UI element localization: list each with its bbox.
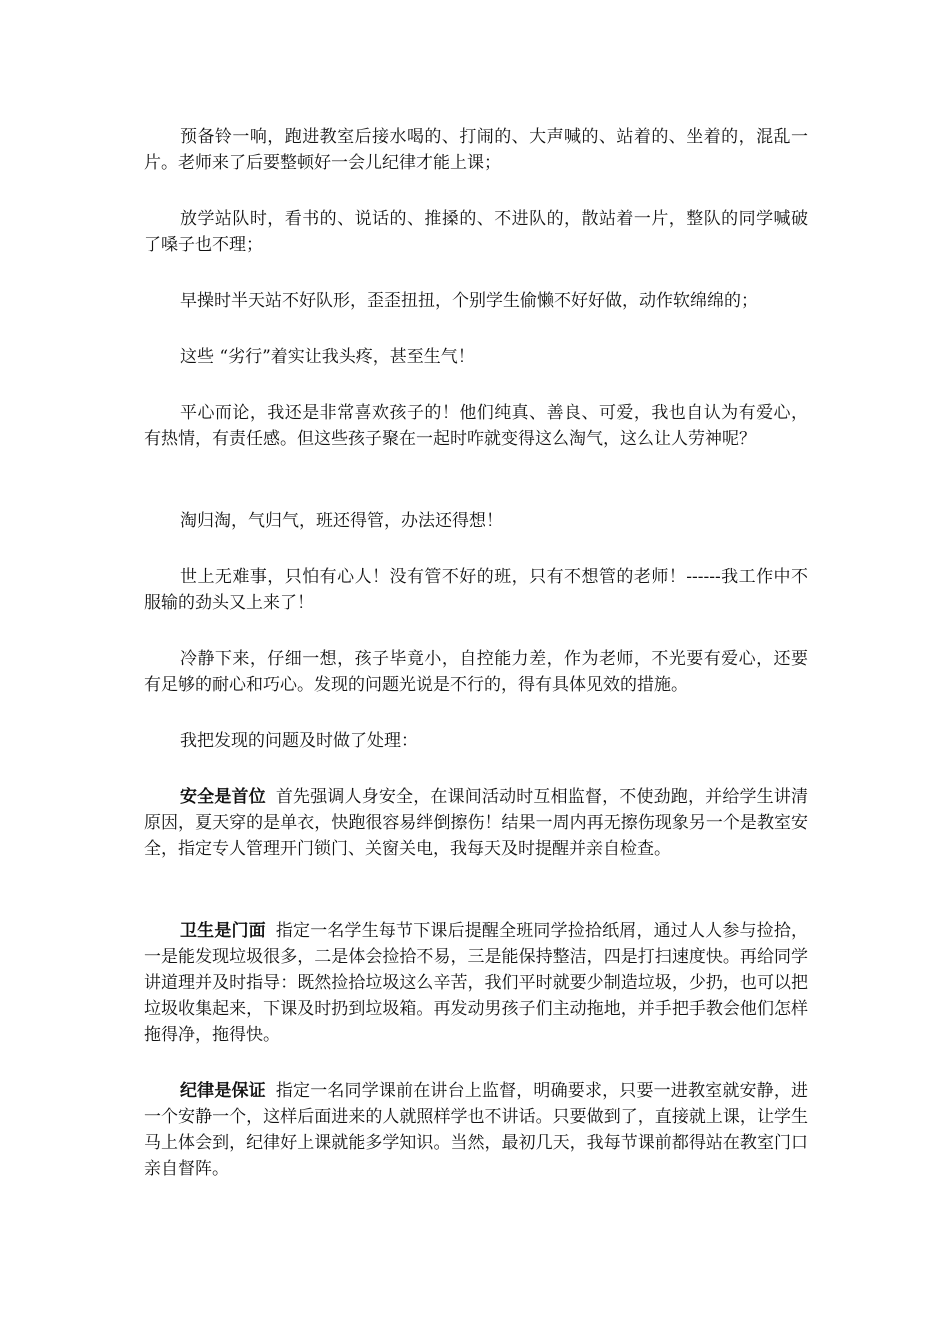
paragraph-text: 预备铃一响，跑进教室后接水喝的、打闹的、大声喊的、站着的、坐着的，混乱一片。老师来了后要整顿好一会儿纪律才能上课；	[144, 127, 808, 173]
paragraph-text: 这些 “劣行”着实让我头疼，甚至生气！	[180, 347, 475, 367]
section-heading-discipline: 纪律是保证	[180, 1081, 266, 1101]
paragraph-text: 世上无难事，只怕有心人！没有管不好的班，只有不想管的老师！------我工作中不服输的劲头又上来了！	[144, 567, 808, 613]
paragraph-text: 我把发现的问题及时做了处理：	[180, 731, 418, 751]
paragraph-text: 指定一名学生每节下课后提醒全班同学捡拾纸屑，通过人人参与捡拾，一是能发现垃圾很多，二是体会捡拾不易，三是能保持整洁，四是打扫速度快。再给同学讲道理并及时指导：既然捡拾垃圾这么辛苦，我们平时就要少制造垃圾，少扔，也可以把垃圾收集起来，下课及时扔到垃圾箱。再发动男孩子们主动拖地，并手把手教会他们怎样拖得净，拖得快。	[144, 921, 809, 1045]
paragraph-text: 平心而论，我还是非常喜欢孩子的！他们纯真、善良、可爱，我也自认为有爱心，有热情，有责任感。但这些孩子聚在一起时咋就变得这么淘气，这么让人劳神呢？	[144, 403, 808, 449]
paragraph-discipline	[144, 1078, 808, 1182]
paragraph-text: 指定一名同学课前在讲台上监督，明确要求，只要一进教室就安静，进一个安静一个，这样后面进来的人就照样学也不讲话。只要做到了，直接就上课，让学生马上体会到，纪律好上课就能多学知识。当然，最初几天，我每节课前都得站在教室门口亲自督阵。	[144, 1081, 809, 1179]
paragraph-2	[144, 206, 808, 258]
paragraph-text: 放学站队时，看书的、说话的、推搡的、不进队的，散站着一片，整队的同学喊破了嗓子也不理；	[144, 209, 808, 255]
paragraph-safety	[144, 784, 808, 862]
paragraph-9	[144, 728, 808, 754]
paragraph-5	[144, 400, 808, 452]
paragraph-3	[144, 288, 808, 314]
paragraph-text: 首先强调人身安全，在课间活动时互相监督，不使劲跑，并给学生讲清原因，夏天穿的是单衣，快跑很容易绊倒擦伤！结果一周内再无擦伤现象另一个是教室安全，指定专人管理开门锁门、关窗关电，我每天及时提醒并亲自检查。	[144, 787, 809, 859]
paragraph-text: 早操时半天站不好队形，歪歪扭扭，个别学生偷懒不好好做，动作软绵绵的；	[180, 291, 758, 311]
paragraph-7	[144, 564, 808, 616]
paragraph-6	[144, 508, 808, 534]
paragraph-hygiene	[144, 918, 808, 1048]
section-heading-hygiene: 卫生是门面	[180, 921, 266, 941]
paragraph-1	[144, 124, 808, 176]
paragraph-text: 冷静下来，仔细一想，孩子毕竟小，自控能力差，作为老师，不光要有爱心，还要有足够的耐心和巧心。发现的问题光说是不行的，得有具体见效的措施。	[144, 649, 808, 695]
paragraph-4	[144, 344, 808, 370]
section-heading-safety: 安全是首位	[180, 787, 266, 807]
paragraph-8	[144, 646, 808, 698]
paragraph-text: 淘归淘，气归气，班还得管，办法还得想！	[180, 511, 503, 531]
